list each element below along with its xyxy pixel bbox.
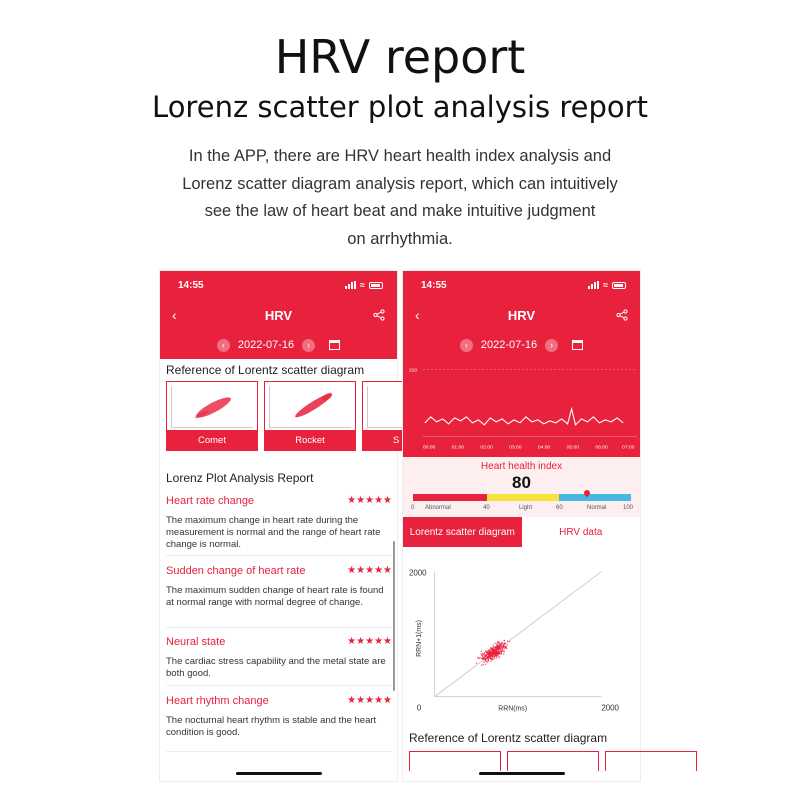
scatter-point bbox=[483, 654, 484, 655]
scatter-point bbox=[497, 645, 498, 646]
comet-scatter-icon bbox=[171, 386, 253, 428]
star-rating: ★★★★★ bbox=[347, 636, 392, 647]
thumbnail-label: S bbox=[363, 430, 453, 450]
identity-line bbox=[435, 572, 602, 697]
report-item-desc: The maximum sudden change of heart rate is found at normal range with normal degree of change. bbox=[166, 585, 384, 608]
report-title: Lorenz Plot Analysis Report bbox=[166, 471, 314, 485]
report-item-title: Heart rate change bbox=[166, 495, 255, 507]
scatter-point bbox=[506, 644, 507, 645]
scatter-point bbox=[480, 653, 481, 654]
nav-title: HRV bbox=[507, 307, 536, 323]
scatter-point bbox=[489, 651, 490, 652]
date-selector bbox=[160, 331, 397, 359]
hr-x-tick-label: 02:00 bbox=[480, 445, 493, 451]
calendar-icon[interactable] bbox=[329, 340, 340, 350]
star-rating: ★★★★★ bbox=[347, 695, 392, 706]
scatter-point bbox=[504, 648, 505, 649]
scatter-point bbox=[494, 658, 495, 659]
status-bar bbox=[160, 271, 397, 299]
status-time: 14:55 bbox=[178, 279, 204, 291]
scatter-point bbox=[496, 653, 497, 654]
hero-description-line: In the APP, there are HRV heart health index analysis and bbox=[188, 147, 612, 165]
scatter-point bbox=[483, 661, 484, 662]
wifi-icon: ≈ bbox=[603, 280, 608, 290]
hero-subtitle: Lorenz scatter plot analysis report bbox=[152, 90, 648, 124]
divider bbox=[166, 751, 392, 752]
scatter-point bbox=[479, 658, 480, 659]
gauge-abnormal bbox=[413, 494, 487, 501]
scatter-point bbox=[485, 656, 486, 657]
rocket-scatter-icon bbox=[269, 386, 351, 428]
report-item-neural-state bbox=[166, 636, 392, 680]
scatter-point bbox=[501, 643, 502, 644]
status-icons bbox=[588, 280, 626, 290]
header-bar bbox=[403, 271, 640, 457]
health-index-label: Heart health index bbox=[480, 461, 563, 472]
scatter-point bbox=[506, 648, 507, 649]
share-icon[interactable] bbox=[616, 309, 628, 321]
scatter-point bbox=[486, 652, 487, 653]
scatter-point bbox=[492, 659, 493, 660]
scatter-point bbox=[481, 658, 482, 659]
hero-title: HRV report bbox=[274, 30, 526, 84]
scatter-point bbox=[500, 646, 501, 647]
scatter-point bbox=[493, 646, 494, 647]
reference-title: Reference of Lorentz scatter diagram bbox=[166, 363, 365, 377]
signal-icon bbox=[588, 281, 599, 289]
scatter-point bbox=[503, 653, 504, 654]
heart-rate-chart bbox=[403, 359, 640, 457]
scatter-point bbox=[502, 648, 503, 649]
scatter-point bbox=[488, 649, 489, 650]
scatter-point bbox=[490, 659, 491, 660]
heart-health-index-panel bbox=[403, 457, 640, 517]
home-indicator[interactable] bbox=[236, 772, 322, 775]
hr-x-tick-label: 05:00 bbox=[566, 445, 579, 451]
scatter-point bbox=[503, 647, 504, 648]
star-rating: ★★★★★ bbox=[347, 495, 392, 506]
hero-description-line: see the law of heart beat and make intuitive judgment bbox=[204, 202, 596, 220]
scatter-origin-label: 0 bbox=[416, 703, 422, 713]
scatter-point bbox=[485, 655, 486, 656]
date-label: 2022-07-16 bbox=[237, 339, 295, 351]
tab-bar bbox=[403, 517, 640, 547]
scatter-point bbox=[476, 663, 477, 664]
scatter-point bbox=[489, 654, 490, 655]
scatter-point bbox=[499, 647, 500, 648]
scatter-point bbox=[487, 657, 488, 658]
next-date-icon[interactable]: › bbox=[302, 339, 315, 352]
hero-description bbox=[150, 143, 650, 253]
scatter-point bbox=[481, 651, 482, 652]
gauge-tick: 100 bbox=[623, 505, 634, 511]
scatter-point bbox=[490, 649, 491, 650]
hr-x-axis-labels bbox=[423, 445, 635, 451]
scatter-point bbox=[486, 661, 487, 662]
scatter-point bbox=[504, 642, 505, 643]
scatter-point bbox=[509, 641, 510, 642]
calendar-icon[interactable] bbox=[572, 340, 583, 350]
signal-icon bbox=[345, 281, 356, 289]
hr-y-max-label: 210 bbox=[408, 368, 418, 374]
scatter-point bbox=[482, 653, 483, 654]
scatter-point bbox=[498, 656, 499, 657]
scatter-point bbox=[493, 644, 494, 645]
scatter-point bbox=[485, 660, 486, 661]
report-item-heart-rate-change bbox=[166, 495, 392, 551]
scatter-point bbox=[480, 657, 481, 658]
status-icons bbox=[345, 280, 383, 290]
back-arrow-icon[interactable]: ‹ bbox=[415, 307, 420, 323]
scatter-point bbox=[504, 651, 505, 652]
hr-x-tick-label: 03:00 bbox=[509, 445, 522, 451]
gauge-tick: 60 bbox=[556, 505, 563, 511]
scatter-point bbox=[489, 656, 490, 657]
health-gauge bbox=[413, 494, 631, 501]
hr-x-tick-label: 00:00 bbox=[422, 445, 436, 451]
scatter-point bbox=[495, 643, 496, 644]
report-item-desc: The nocturnal heart rhythm is stable and the heart condition is good. bbox=[166, 715, 377, 738]
scatter-point bbox=[484, 653, 485, 654]
scatter-point bbox=[495, 650, 496, 651]
thumbnail[interactable] bbox=[409, 751, 501, 771]
date-label: 2022-07-16 bbox=[480, 339, 538, 351]
battery-icon bbox=[612, 282, 626, 289]
wifi-icon: ≈ bbox=[360, 280, 365, 290]
scatter-ylabel: RRN+1(ms) bbox=[415, 620, 423, 657]
date-selector bbox=[403, 331, 640, 359]
scatter-point bbox=[506, 646, 507, 647]
home-indicator[interactable] bbox=[479, 772, 565, 775]
scatter-point bbox=[488, 658, 489, 659]
scatter-point bbox=[503, 646, 504, 647]
thumbnail-rocket[interactable] bbox=[264, 381, 356, 451]
scatter-point bbox=[494, 651, 495, 652]
nav-title: HRV bbox=[264, 307, 293, 323]
scatter-point bbox=[488, 652, 489, 653]
scatter-x-max-label: 2000 bbox=[601, 703, 619, 713]
header-bar bbox=[160, 271, 397, 359]
thumbnail-label: Comet bbox=[167, 430, 257, 450]
back-arrow-icon[interactable]: ‹ bbox=[172, 307, 177, 323]
reference-title: Reference of Lorentz scatter diagram bbox=[409, 731, 608, 745]
scatter-point bbox=[481, 665, 482, 666]
scatter-point bbox=[490, 653, 491, 654]
report-item-sudden-change bbox=[166, 565, 392, 609]
gauge-tick: 0 bbox=[411, 505, 415, 511]
scatter-point bbox=[499, 643, 500, 644]
scatter-point bbox=[507, 641, 508, 642]
scatter-point bbox=[496, 649, 497, 650]
scatter-point bbox=[499, 652, 500, 653]
prev-date-icon[interactable]: ‹ bbox=[217, 339, 230, 352]
divider bbox=[166, 685, 392, 686]
report-item-desc: The cardiac stress capability and the metal state are both good. bbox=[166, 656, 386, 679]
nav-bar bbox=[160, 299, 397, 331]
star-rating: ★★★★★ bbox=[347, 565, 392, 576]
scatter-point bbox=[492, 652, 493, 653]
gauge-tick: 40 bbox=[483, 505, 490, 511]
scatter-point bbox=[490, 661, 491, 662]
hr-x-tick-label: 06:00 bbox=[595, 445, 608, 451]
scatter-point bbox=[496, 655, 497, 656]
scatter-y-max-label: 2000 bbox=[408, 568, 427, 578]
scatter-point bbox=[501, 652, 502, 653]
share-icon[interactable] bbox=[373, 309, 385, 321]
scatter-point bbox=[501, 651, 502, 652]
gauge-segment-label: Abnormal bbox=[425, 505, 451, 511]
scrollbar[interactable] bbox=[393, 541, 395, 691]
thumbnail-comet[interactable] bbox=[166, 381, 258, 451]
next-date-icon[interactable]: › bbox=[545, 339, 558, 352]
scatter-point bbox=[485, 664, 486, 665]
hr-line bbox=[425, 409, 623, 425]
scatter-point bbox=[504, 640, 505, 641]
hr-x-tick-label: 01:00 bbox=[451, 445, 464, 451]
scatter-point bbox=[484, 658, 485, 659]
reference-thumbnails bbox=[409, 751, 649, 771]
scatter-point bbox=[491, 656, 492, 657]
hr-x-tick-label: 04:00 bbox=[537, 445, 551, 451]
scatter-xlabel: RRN(ms) bbox=[498, 705, 528, 713]
divider bbox=[166, 627, 392, 628]
scatter-point bbox=[496, 657, 497, 658]
hr-x-tick-label: 07:00 bbox=[622, 445, 635, 451]
scatter-point bbox=[491, 654, 492, 655]
scatter-point bbox=[477, 657, 478, 658]
report-item-desc: The maximum change in heart rate during the measurement is normal and the range of heart rate change is normal. bbox=[166, 515, 381, 550]
battery-icon bbox=[369, 282, 383, 289]
scatter-point bbox=[492, 657, 493, 658]
tab-hrv-data[interactable]: HRV data bbox=[559, 526, 603, 538]
lorenz-scatter-plot bbox=[403, 557, 640, 727]
hero-description-line: Lorenz scatter diagram analysis report, which can intuitively bbox=[182, 174, 618, 193]
scatter-point bbox=[482, 664, 483, 665]
status-time: 14:55 bbox=[421, 279, 447, 291]
gauge-ticks bbox=[411, 505, 633, 513]
divider bbox=[166, 555, 392, 556]
nav-bar bbox=[403, 299, 640, 331]
report-item-title: Neural state bbox=[166, 636, 226, 648]
report-item-heart-rhythm bbox=[166, 695, 392, 739]
report-item-title: Heart rhythm change bbox=[166, 695, 269, 707]
scatter-point bbox=[495, 646, 496, 647]
tab-lorentz-scatter[interactable]: Lorentz scatter diagram bbox=[403, 517, 522, 547]
thumbnail[interactable] bbox=[507, 751, 599, 771]
prev-date-icon[interactable]: ‹ bbox=[460, 339, 473, 352]
gauge-light bbox=[487, 494, 559, 501]
left-phone-screen bbox=[159, 270, 398, 782]
hero-description-line: on arrhythmia. bbox=[347, 229, 453, 248]
thumbnail-label: Rocket bbox=[265, 430, 355, 450]
gauge-segment-label: Light bbox=[519, 505, 533, 511]
scatter-point bbox=[497, 642, 498, 643]
gauge-segment-label: Normal bbox=[587, 505, 607, 511]
report-item-title: Sudden change of heart rate bbox=[166, 565, 306, 577]
right-phone-screen bbox=[402, 270, 641, 782]
scatter-point bbox=[498, 645, 499, 646]
health-index-value: 80 bbox=[512, 473, 531, 492]
thumbnail[interactable] bbox=[605, 751, 697, 771]
reference-thumbnails bbox=[166, 381, 406, 451]
scatter-point bbox=[492, 650, 493, 651]
scatter-point bbox=[487, 660, 488, 661]
status-bar bbox=[403, 271, 640, 299]
scatter-point bbox=[497, 648, 498, 649]
gauge-normal bbox=[559, 494, 631, 501]
scatter-point bbox=[498, 642, 499, 643]
